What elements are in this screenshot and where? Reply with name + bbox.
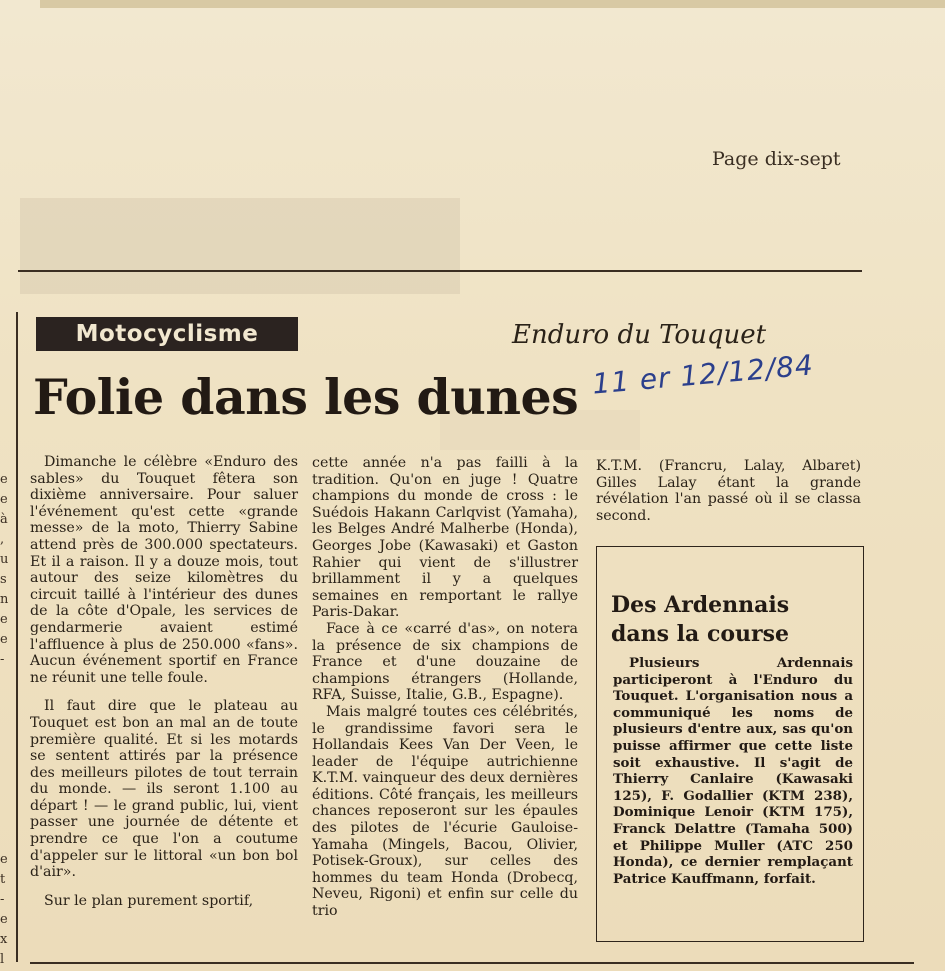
sidebar-body: Plusieurs Ardennais participeront à l'Enduro du Touquet. L'organisation nous a communiqué les noms de plusieurs d'entre aux, sas qu'on puisse affirmer que cette liste soit exhaustive. Il s'agit de Thierry Canlaire (Kawasaki 125), F. Godallier (KTM 238), Dominique Lenoir (KTM 175), Franck Delattre (Tamaha 500) et Philippe Muller (ATC 250 Honda), ce dernier remplaçant Patrice Kauffmann, forfait. [613,655,853,887]
article-column-3 [596,458,861,536]
article-column-2 [312,455,578,920]
top-rule [18,270,862,272]
paragraph: K.T.M. (Francru, Lalay, Albaret) Gilles Lalay étant la grande révélation l'an passé où il se classa second. [596,458,861,524]
bottom-rule [30,962,914,964]
cut-column-fragment: e e à , u s n e e - e t - e x l [0,472,9,967]
torn-top-edge [40,0,945,8]
paragraph: Sur le plan purement sportif, [44,892,254,909]
handwritten-date: 11 er 12/12/84 [590,348,815,401]
sidebar-box [596,546,864,942]
paragraph: Dimanche le célèbre «Enduro des sables» du Touquet fêtera son dixième anniversaire. Pour saluer l'événement qu'est cette «grande messe» de la moto, Thierry Sabine attend près de 300.000 spectateurs. Et il a raison. Il y a douze mois, tout autour des seize kilomètres du circuit taillé à l'intérieur des dunes de la côte d'Opale, les services de gendarmerie avaient estimé l'affluence à plus de 250.000 «fans». Aucun événement sportif en France ne réunit une telle foule. [30,454,298,686]
paragraph: Face à ce «carré d'as», on notera la présence de six champions de France et d'une douzaine de champions étrangers (Hollande, RFA, Suisse, Italie, G.B., Espagne). [312,620,578,704]
paragraph: cette année n'a pas failli à la tradition. Qu'on en juge ! Quatre champions du monde de cross : le Suédois Hakann Carlqvist (Yamaha), les Belges André Malherbe (Honda), Georges Jobe (Kawasaki) et Gaston Rahier qui vient de s'illustrer brillamment il y a quelques semaines en remportant le rallye Paris-Dakar. [312,455,578,621]
ink-bleed-through [20,198,460,294]
article-column-1 [30,454,298,909]
page-number: Page dix-sept [712,148,841,170]
section-tag: Motocyclisme [36,317,298,351]
paragraph: Mais malgré toutes ces célébrités, le grandissime favori sera le Hollandais Kees Van Der Veen, le leader de l'équipe autrichienne K.T.M. vainqueur des deux dernières éditions. Côté français, les meilleurs chances reposeront sur les épaules des pilotes de l'écurie Gauloise-Yamaha (Mingels, Bacou, Olivier, Potisek-Groux), sur celles des hommes du team Honda (Drobecq, Neveu, Rigoni) et enfin sur celle du trio [312,703,578,920]
article-headline: Folie dans les dunes [33,368,579,426]
paragraph: Il faut dire que le plateau au Touquet est bon an mal an de toute première qualité. Et si les motards se sentent attirés par la présence des meilleurs pilotes de tout terrain du monde. — ils seront 1.100 au départ ! — le grand public, lui, vient passer une journée de détente et prendre ce que l'on a coutume d'appeler sur le littoral «un bon bol d'air». [30,698,298,881]
sidebar-title: Des Ardennais dans la course [611,592,790,647]
left-rule [16,312,18,962]
article-kicker: Enduro du Touquet [512,320,767,350]
